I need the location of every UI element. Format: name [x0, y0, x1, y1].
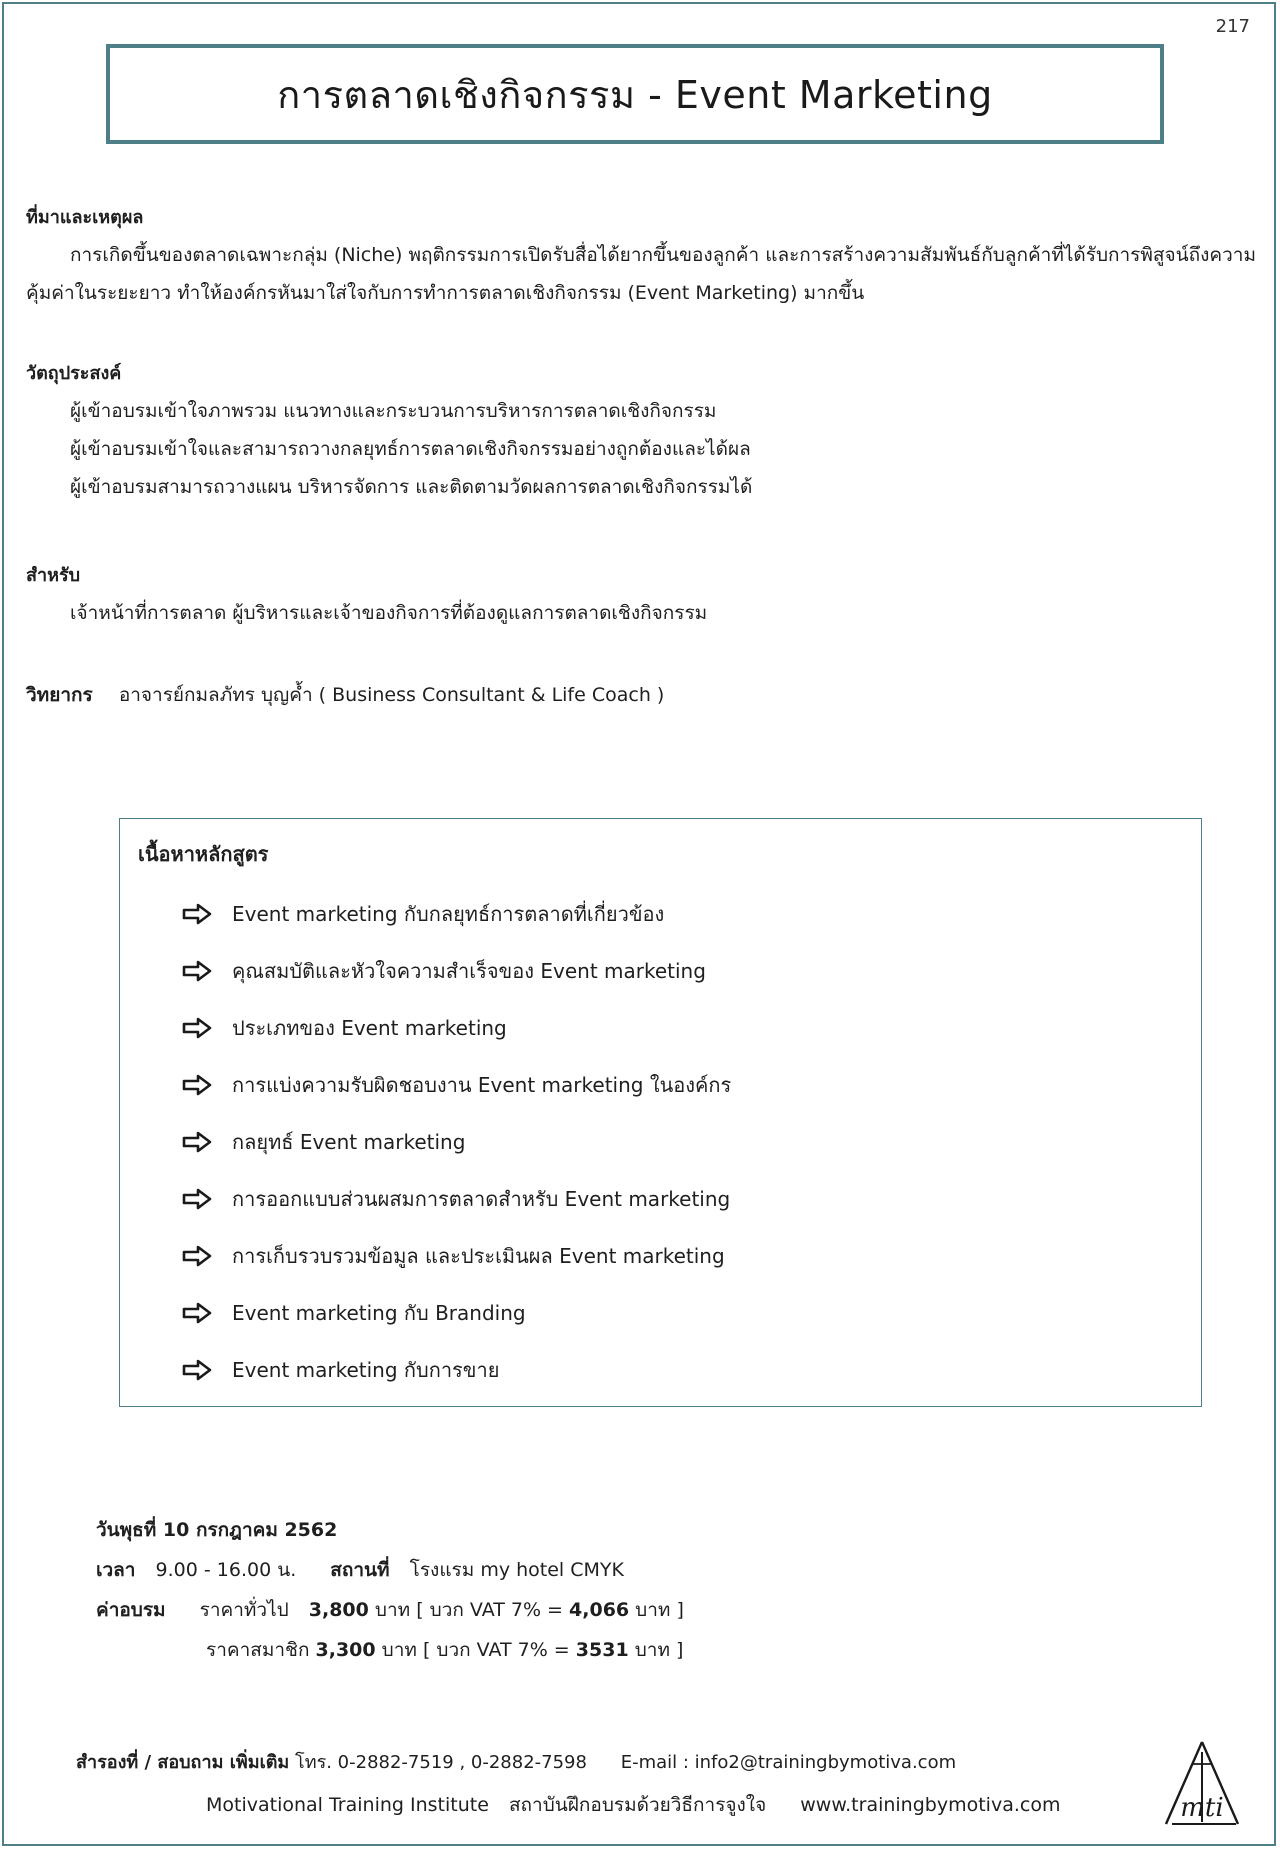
content-item — [138, 1170, 1201, 1227]
content-item — [138, 942, 1201, 999]
audience-section — [26, 558, 1256, 632]
logo-text: mti — [1180, 1793, 1224, 1823]
title-box — [106, 44, 1164, 144]
member-price: 3,300 — [315, 1639, 376, 1661]
arrow-right-icon — [182, 1074, 212, 1096]
content-item-label: กลยุทธ์ Event marketing — [232, 1129, 466, 1154]
contact-line — [76, 1747, 956, 1776]
contact-label: สำรองที่ / สอบถาม เพิ่มเติม — [76, 1752, 290, 1773]
event-date: วันพุธที่ 10 กรกฎาคม 2562 — [96, 1519, 338, 1541]
content-item-label: คุณสมบัติและหัวใจความสำเร็จของ Event marketing — [232, 958, 706, 983]
fee-member — [96, 1630, 1096, 1670]
objectives-section — [26, 356, 1256, 506]
arrow-right-icon — [182, 960, 212, 982]
institute-line — [206, 1790, 1060, 1820]
content-item — [138, 1113, 1201, 1170]
fee-label: ค่าอบรม — [96, 1599, 166, 1621]
arrow-right-icon — [182, 1302, 212, 1324]
contact-phone: โทร. 0-2882-7519 , 0-2882-7598 — [295, 1752, 587, 1773]
venue-value: โรงแรม my hotel CMYK — [409, 1559, 624, 1581]
mti-logo — [1162, 1738, 1242, 1830]
institute-name-en: Motivational Training Institute — [206, 1794, 489, 1816]
content-item — [138, 1341, 1201, 1398]
general-total: 4,066 — [569, 1599, 630, 1621]
course-contents-list — [138, 885, 1201, 1398]
contact-email[interactable]: E-mail : info2@trainingbymotiva.com — [620, 1752, 957, 1773]
time-value: 9.00 - 16.00 น. — [155, 1559, 297, 1581]
arrow-right-icon — [182, 1188, 212, 1210]
content-item-label: Event marketing กับการขาย — [232, 1357, 500, 1382]
content-item — [138, 1284, 1201, 1341]
content-item-label: การแบ่งความรับผิดชอบงาน Event marketing ในองค์กร — [232, 1072, 732, 1097]
content-item-label: ประเภทของ Event marketing — [232, 1015, 507, 1040]
content-item-label: การออกแบบส่วนผสมการตลาดสำหรับ Event marketing — [232, 1186, 731, 1211]
content-item-label: Event marketing กับกลยุทธ์การตลาดที่เกี่ยวข้อง — [232, 901, 665, 926]
member-suffix: บาท ] — [628, 1639, 684, 1661]
background-heading: ที่มาและเหตุผล — [26, 207, 144, 228]
content-item — [138, 1056, 1201, 1113]
audience-text: เจ้าหน้าที่การตลาด ผู้บริหารและเจ้าของกิจการที่ต้องดูแลการตลาดเชิงกิจกรรม — [70, 602, 708, 624]
arrow-right-icon — [182, 1017, 212, 1039]
arrow-right-icon — [182, 1245, 212, 1267]
audience-heading: สำหรับ — [26, 565, 81, 586]
arrow-right-icon — [182, 903, 212, 925]
objective-item: ผู้เข้าอบรมเข้าใจและสามารถวางกลยุทธ์การตลาดเชิงกิจกรรมอย่างถูกต้องและได้ผล — [70, 438, 751, 460]
general-vat: บาท [ บวก VAT 7% = — [374, 1599, 570, 1621]
content-item — [138, 1227, 1201, 1284]
content-item — [138, 885, 1201, 942]
member-total: 3531 — [575, 1639, 629, 1661]
time-label: เวลา — [96, 1559, 136, 1581]
general-suffix: บาท ] — [629, 1599, 684, 1621]
speaker-label: วิทยากร — [26, 684, 93, 706]
content-item-label: Event marketing กับ Branding — [232, 1300, 526, 1325]
background-section — [26, 200, 1256, 312]
page-number: 217 — [1215, 16, 1250, 37]
general-price: 3,800 — [308, 1599, 369, 1621]
page-title: การตลาดเชิงกิจกรรม - Event Marketing — [277, 72, 993, 117]
course-contents-box — [119, 818, 1202, 1407]
objective-item: ผู้เข้าอบรมเข้าใจภาพรวม แนวทางและกระบวนการบริหารการตลาดเชิงกิจกรรม — [70, 400, 717, 422]
arrow-right-icon — [182, 1359, 212, 1381]
course-contents-heading: เนื้อหาหลักสูตร — [138, 842, 269, 866]
background-text: การเกิดขึ้นของตลาดเฉพาะกลุ่ม (Niche) พฤติกรรมการเปิดรับสื่อได้ยากขึ้นของลูกค้า และการสร้างความสัมพันธ์กับลูกค้าที่ได้รับการพิสูจน์ถึงความคุ้มค่าในระยะยาว ทำให้องค์กรหันมาใส่ใจกับการทำการตลาดเชิงกิจกรรม (Event Marketing) มากขึ้น — [26, 244, 1256, 304]
content-item-label: การเก็บรวบรวมข้อมูล และประเมินผล Event marketing — [232, 1243, 725, 1268]
speaker-section — [26, 676, 1256, 714]
venue-label: สถานที่ — [330, 1559, 390, 1581]
fee-general — [96, 1590, 1096, 1630]
objectives-heading: วัตถุประสงค์ — [26, 363, 122, 384]
institute-website[interactable]: www.trainingbymotiva.com — [800, 1794, 1061, 1816]
institute-name-th: สถาบันฝึกอบรมด้วยวิธีการจูงใจ — [508, 1794, 767, 1816]
general-label: ราคาทั่วไป — [199, 1599, 289, 1621]
member-vat: บาท [ บวก VAT 7% = — [381, 1639, 576, 1661]
event-time-venue — [96, 1550, 1096, 1590]
member-label: ราคาสมาชิก — [206, 1639, 310, 1661]
arrow-right-icon — [182, 1131, 212, 1153]
speaker-name: อาจารย์กมลภัทร บุญค้ำ ( Business Consultant & Life Coach ) — [118, 684, 665, 706]
content-item — [138, 999, 1201, 1056]
objective-item: ผู้เข้าอบรมสามารถวางแผน บริหารจัดการ และติดตามวัดผลการตลาดเชิงกิจกรรมได้ — [70, 476, 753, 498]
event-info — [96, 1510, 1096, 1670]
